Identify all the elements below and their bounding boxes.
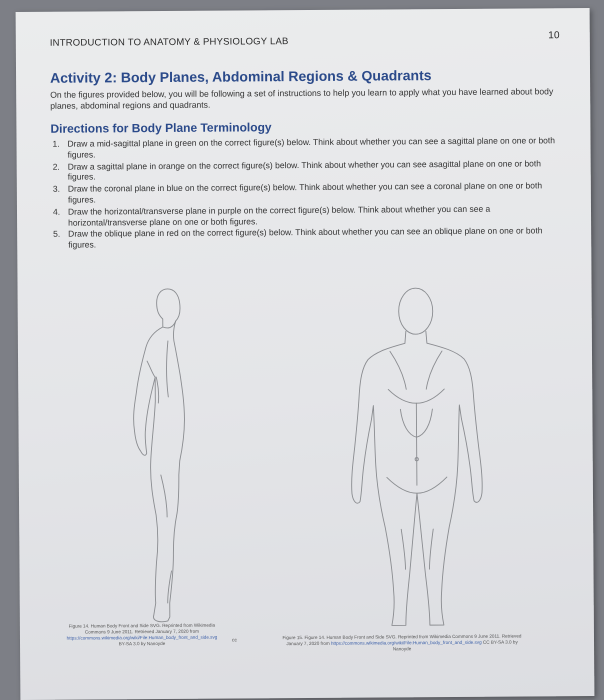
running-header (49, 30, 560, 49)
header-title: INTRODUCTION TO ANATOMY & PHYSIOLOGY LAB (49, 36, 289, 49)
direction-item-4: 4. Draw the horizontal/transverse plane in purple on the correct figure(s) below. Think about whether you can see a horizontal/transverse plane on one or both figures. (52, 203, 491, 228)
side-view-body-figure (133, 289, 186, 622)
directions-list (52, 135, 558, 251)
direction-item-3: 3. Draw the coronal plane in blue on the correct figure(s) below. Think about whether you can see a coronal plane on one or both figures. (52, 180, 543, 205)
left-figure-caption: Figure 14. Human Body Front and Side SVG. Reprinted from Wikimedia Commons 9 June 2011. Retrieved January 7, 2020 from https://commons.wikimedia.org/wiki/File:Human_body_front_and_side.svg BY-SA 3.0 by Nanoyde (62, 623, 222, 648)
cc-license-icon: cc (231, 637, 238, 644)
front-view-body-figure (350, 288, 483, 626)
direction-item-5: 5. Draw the oblique plane in red on the correct figure(s) below. Think about whether you can see an oblique plane on one or both figures. (53, 225, 543, 250)
page-number: 10 (548, 30, 560, 42)
directions-heading: Directions for Body Plane Terminology (50, 120, 272, 136)
document-page (16, 8, 595, 700)
activity-title: Activity 2: Body Planes, Abdominal Regions & Quadrants (50, 67, 432, 86)
direction-item-2: 2. Draw a sagittal plane in orange on the correct figure(s) below. Think about whether you can see asagittal plane on one or both figures. (52, 157, 542, 183)
left-caption-link[interactable]: https://commons.wikimedia.org/wiki/File:Human_body_front_and_side.svg (66, 634, 218, 641)
direction-item-1: 1. Draw a mid-sagittal plane in green on the correct figure(s) below. Think about whether you can see a sagittal plane on one or both figures. (52, 135, 556, 160)
right-figure-caption: Figure 15. Figure 14. Human Body Front and Side SVG. Reprinted from Wikimedia Commons 9 June 2011. Retrieved January 7, 2020 from https://commons.wikimedia.org/wiki/File:Human_body_front_and_side.svg CC BY-SA 3.0 by Nanoyde (282, 633, 522, 652)
intro-paragraph: On the figures provided below, you will be following a set of instructions to help you learn to apply what you have learned about body planes, abdominal regions and quadrants. (50, 86, 554, 111)
body-figures (17, 278, 593, 642)
right-caption-link[interactable]: https://commons.wikimedia.org/wiki/File:Human_body_front_and_side.svg (330, 639, 482, 646)
